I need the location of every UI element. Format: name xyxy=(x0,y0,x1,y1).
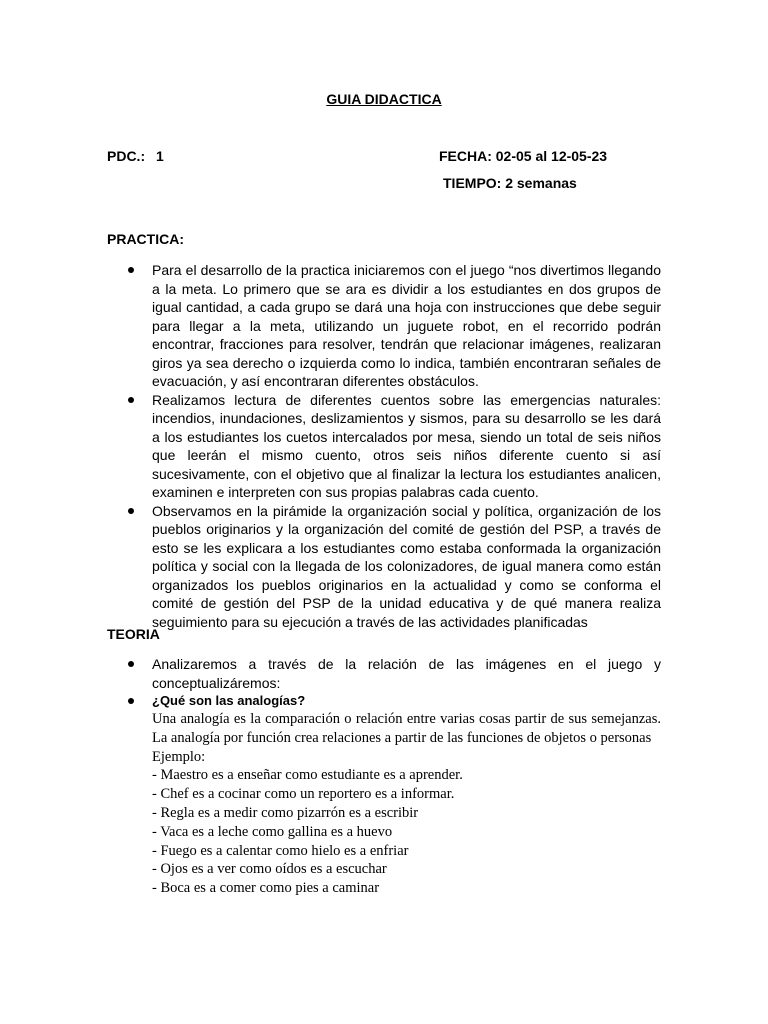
example-item: - Boca es a comer como pies a caminar xyxy=(152,880,380,897)
analogias-question: ¿Qué son las analogías? xyxy=(152,693,306,708)
bullet-icon xyxy=(128,397,134,403)
tiempo-field: TIEMPO: 2 semanas xyxy=(443,175,577,191)
list-item xyxy=(0,692,768,898)
teoria-intro: Analizaremos a través de la relación de las imágenes en el juego y conceptualizáremos: xyxy=(152,656,661,691)
example-item: - Ojos es a ver como oídos es a escuchar xyxy=(152,861,387,878)
analogia-definition: Una analogía es la comparación o relación entre varias cosas partir de sus semejanzas. La analogía por función crea relaciones a partir de las funciones de objetos o personas xyxy=(152,711,661,746)
pdc-label: PDC.: xyxy=(107,148,146,164)
analogias-content xyxy=(152,710,661,898)
example-item: - Vaca es a leche como gallina es a huevo xyxy=(152,823,393,840)
fecha-field: FECHA: 02-05 al 12-05-23 xyxy=(439,148,608,164)
example-item: - Chef es a cocinar como un reportero es a informar. xyxy=(152,786,455,803)
example-label: Ejemplo: xyxy=(152,748,206,765)
document-title: GUIA DIDACTICA xyxy=(326,91,442,107)
practica-item-2: Realizamos lectura de diferentes cuentos sobre las emergencias naturales: incendios, inundaciones, deslizamientos y sismos, para su desarrollo se les dará a los estudiantes los cuetos intercalados por mesa, siendo un total de seis niños que leerán el mismo cuento, otros seis niños diferente cuento si así sucesivamente, con el objetivo que al finalizar la lectura los estudiantes analicen, examinen e interpreten con sus propias palabras cada cuento. xyxy=(152,391,661,500)
list-item xyxy=(0,655,768,692)
list-item xyxy=(0,391,768,502)
practica-item-1: Para el desarrollo de la practica iniciaremos con el juego “nos divertimos llegando a la meta. Lo primero que se ara es dividir a los estudiantes en dos grupos de igual cantidad, a cada grupo se dará una hoja con instrucciones que debe seguir para llegar a la meta, utilizando un juguete robot, en el recorrido podrán encontrar, fracciones para resolver, tendrán que relacionar imágenes, realizaran giros ya sea derecho o izquierda como lo indica, también encontraran señales de evacuación, y así encontraran diferentes obstáculos. xyxy=(152,262,661,389)
pdc-value: 1 xyxy=(156,148,164,164)
practica-list xyxy=(0,261,768,631)
list-item xyxy=(0,261,768,391)
example-item: - Fuego es a calentar como hielo es a enfriar xyxy=(152,842,409,859)
example-item: - Maestro es a enseñar como estudiante es a aprender. xyxy=(152,767,463,784)
bullet-icon xyxy=(128,267,134,273)
teoria-heading: TEORIA xyxy=(107,626,160,642)
list-item xyxy=(0,502,768,632)
bullet-icon xyxy=(128,508,134,514)
teoria-list xyxy=(0,655,768,898)
example-item: - Regla es a medir como pizarrón es a escribir xyxy=(152,804,419,821)
bullet-icon xyxy=(128,698,134,704)
bullet-icon xyxy=(128,661,134,667)
practica-item-3: Observamos en la pirámide la organización social y política, organización de los pueblos originarios y la organización del comité de gestión del PSP, a través de esto se les explicara a los estudiantes como estaba conformada la organización política y social con la llegada de los colonizadores, de igual manera como están organizados los pueblos originarios en la actualidad y como se conforma el comité de gestión del PSP de la unidad educativa y de qué manera realiza seguimiento para su ejecución a través de las actividades planificadas xyxy=(152,502,661,630)
practica-heading: PRACTICA: xyxy=(107,231,184,247)
